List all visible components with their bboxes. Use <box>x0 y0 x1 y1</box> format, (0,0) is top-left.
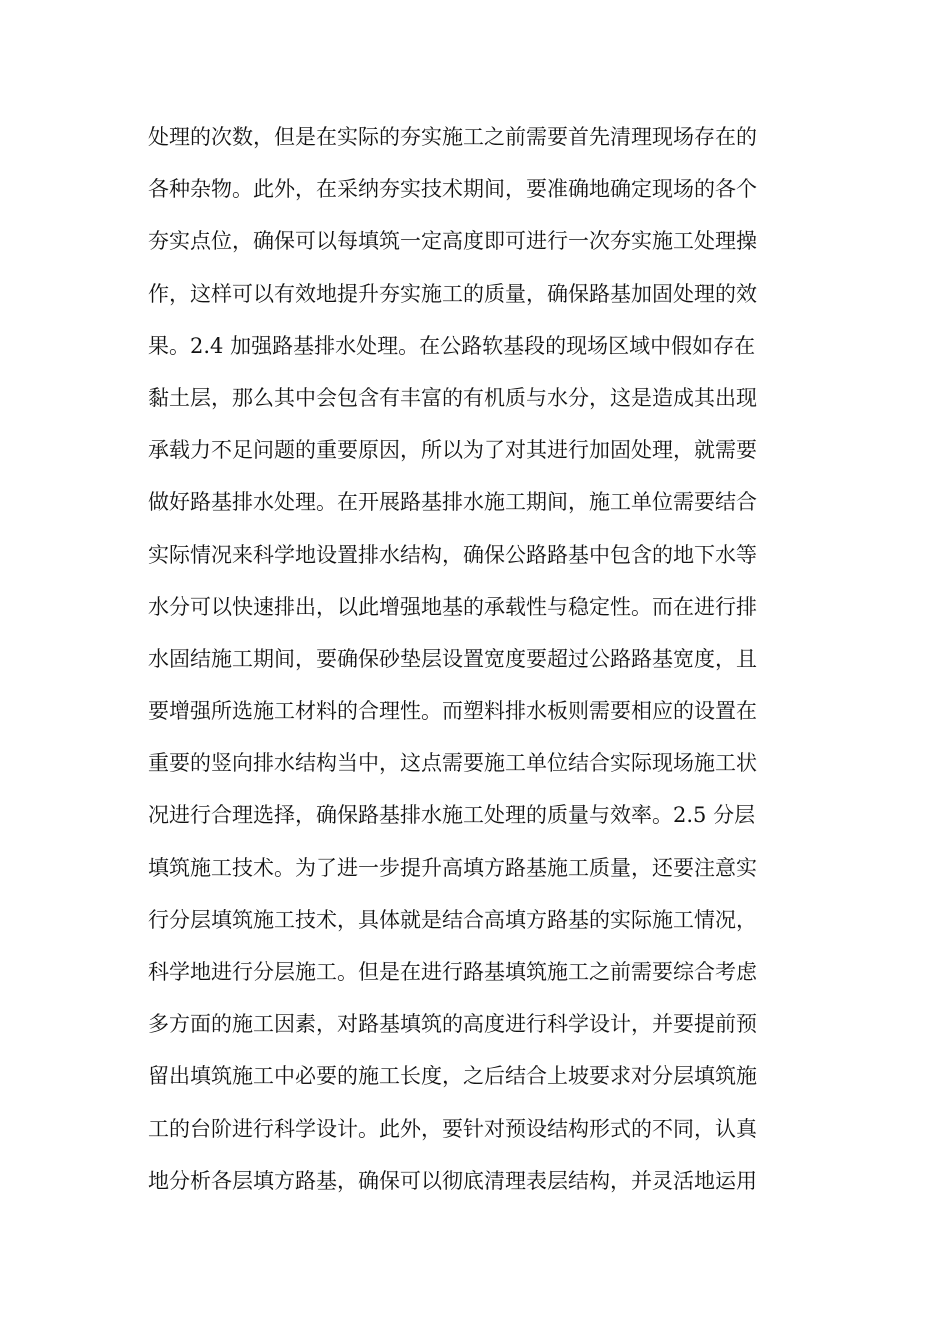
text-line: 多方面的施工因素，对路基填筑的高度进行科学设计，并要提前预 <box>148 1012 757 1037</box>
text-line: 况进行合理选择，确保路基排水施工处理的质量与效率。2.5 分层 <box>148 803 756 828</box>
text-line: 工的台阶进行科学设计。此外，要针对预设结构形式的不同，认真 <box>148 1116 757 1141</box>
text-line: 行分层填筑施工技术，具体就是结合高填方路基的实际施工情况， <box>148 907 757 932</box>
text-line: 作，这样可以有效地提升夯实施工的质量，确保路基加固处理的效 <box>148 281 757 306</box>
text-line: 留出填筑施工中必要的施工长度，之后结合上坡要求对分层填筑施 <box>148 1064 757 1089</box>
text-line: 果。2.4 加强路基排水处理。在公路软基段的现场区域中假如存在 <box>148 333 756 358</box>
text-line: 黏土层，那么其中会包含有丰富的有机质与水分，这是造成其出现 <box>148 385 757 410</box>
text-line: 重要的竖向排水结构当中，这点需要施工单位结合实际现场施工状 <box>148 751 757 776</box>
text-line: 承载力不足问题的重要原因，所以为了对其进行加固处理，就需要 <box>148 438 757 463</box>
text-line: 夯实点位，确保可以每填筑一定高度即可进行一次夯实施工处理操 <box>148 229 757 254</box>
text-line: 处理的次数，但是在实际的夯实施工之前需要首先清理现场存在的 <box>148 125 757 149</box>
text-line: 地分析各层填方路基，确保可以彻底清理表层结构，并灵活地运用 <box>148 1168 757 1193</box>
text-line: 各种杂物。此外，在采纳夯实技术期间，要准确地确定现场的各个 <box>148 177 757 202</box>
text-line: 科学地进行分层施工。但是在进行路基填筑施工之前需要综合考虑 <box>148 960 757 984</box>
text-line: 做好路基排水处理。在开展路基排水施工期间，施工单位需要结合 <box>148 490 757 515</box>
text-line: 水固结施工期间，要确保砂垫层设置宽度要超过公路路基宽度，且 <box>148 646 757 671</box>
text-line: 要增强所选施工材料的合理性。而塑料排水板则需要相应的设置在 <box>148 699 757 724</box>
text-line: 水分可以快速排出，以此增强地基的承载性与稳定性。而在进行排 <box>148 594 757 619</box>
text-line: 填筑施工技术。为了进一步提升高填方路基施工质量，还要注意实 <box>148 855 757 880</box>
document-body-text <box>148 117 808 1213</box>
text-line: 实际情况来科学地设置排水结构，确保公路路基中包含的地下水等 <box>148 542 757 567</box>
